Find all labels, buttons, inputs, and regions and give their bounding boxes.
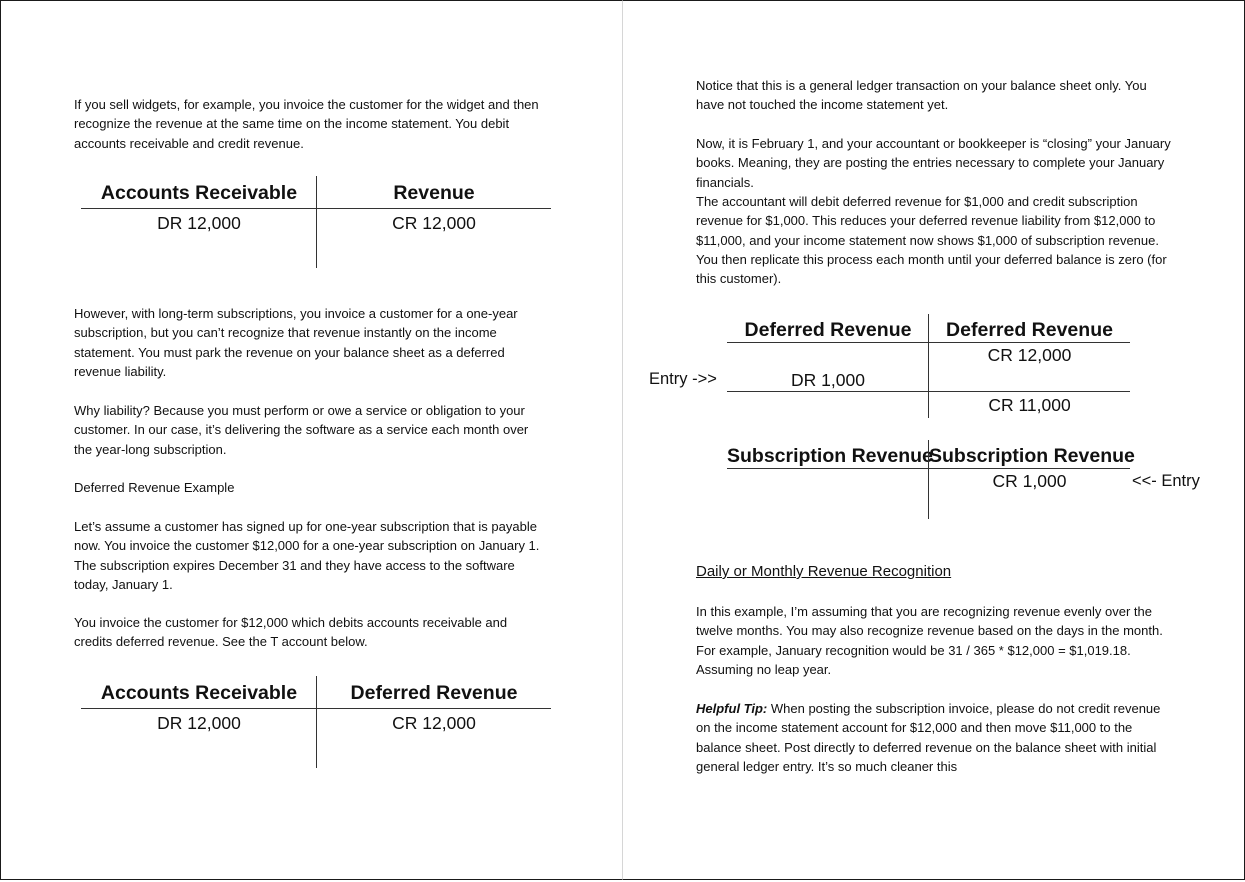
- t-account-debit-value: DR 12,000: [157, 213, 241, 233]
- t-account-debit-value: DR 12,000: [157, 713, 241, 733]
- t-account-left-header: Accounts Receivable: [100, 682, 298, 704]
- t-account-credit-value: CR 12,000: [392, 713, 476, 733]
- paragraph-february: Now, it is February 1, and your accountant or bookkeeper is “closing” your January books. Meaning, they are posting the entries necessary to complete your January financials.: [696, 136, 1171, 190]
- paragraph-recognition: In this example, I’m assuming that you are recognizing revenue evenly over the twelve months. You may also recognize revenue based on the days in the month. For example, January recognition would be 31 / 365 * $12,000 = $1,019.18. Assuming no leap year.: [696, 604, 1163, 677]
- t-account-credit-value: CR 12,000: [987, 345, 1072, 365]
- t-account-left-header: Subscription Revenue: [727, 445, 933, 467]
- t-account-balance-value: CR 11,000: [988, 395, 1071, 415]
- section-title-example: Deferred Revenue Example: [74, 480, 235, 495]
- t-account-right-header: Deferred Revenue: [946, 319, 1113, 341]
- t-account-right-header: Revenue: [393, 182, 475, 204]
- paragraph-assume: Let’s assume a customer has signed up for one-year subscription that is payable now. You invoice the customer $12,000 for a one-year subscription on January 1. The subscription expires December 31 and they have access to the software today, January 1.: [74, 519, 540, 592]
- t-account-subscription-revenue: [727, 440, 1135, 520]
- paragraph-widgets: If you sell widgets, for example, you invoice the customer for the widget and then recognize the revenue at the same time on the income statement. You debit accounts receivable and credit revenue.: [74, 97, 539, 151]
- t-account-balance-rule: [727, 391, 1130, 392]
- t-account-ar-deferred: [81, 676, 551, 771]
- right-page: [622, 0, 1245, 880]
- tip-text: When posting the subscription invoice, please do not credit revenue on the income statement account for $12,000 and then move $11,000 to the balance sheet. Post directly to deferred revenue on the balance sheet with initial general ledger entry. It’s so much cleaner this: [696, 701, 1161, 774]
- t-account-right-header: Subscription Revenue: [929, 445, 1135, 467]
- t-account-credit-value: CR 1,000: [992, 471, 1067, 491]
- paragraph-why-liability: Why liability? Because you must perform or owe a service or obligation to your customer. In our case, it’s delivering the software as a service each month over the year-long subscription.: [74, 403, 529, 457]
- entry-arrow-label: Entry ->>: [649, 370, 717, 388]
- paragraph-invoice: You invoice the customer for $12,000 which debits accounts receivable and credits deferred revenue. See the T account below.: [74, 615, 508, 650]
- section-heading: Daily or Monthly Revenue Recognition: [696, 563, 952, 580]
- paragraph-accountant: The accountant will debit deferred revenue for $1,000 and credit subscription revenue for $1,000. This reduces your deferred revenue liability from $12,000 to $11,000, and your income statement now shows $1,000 of subscription revenue. You then replicate this process each month until your deferred balance is zero (for this customer).: [696, 194, 1167, 287]
- entry-arrow-label: <<- Entry: [1132, 472, 1200, 490]
- t-account-left-header: Accounts Receivable: [100, 182, 298, 204]
- t-account-right-header: Deferred Revenue: [350, 682, 518, 704]
- t-account-left-header: Deferred Revenue: [744, 319, 912, 341]
- t-account-deferred-revenue: [727, 314, 1130, 419]
- tip-label: Helpful Tip:: [696, 701, 768, 716]
- paragraph-notice: Notice that this is a general ledger transaction on your balance sheet only. You have not touched the income statement yet.: [696, 78, 1147, 113]
- t-account-credit-value: CR 12,000: [392, 213, 476, 233]
- t-account-ar-revenue: [81, 176, 551, 271]
- paragraph-long-term: However, with long-term subscriptions, you invoice a customer for a one-year subscription, but you can’t recognize that revenue instantly on the income statement. You must park the revenue on your balance sheet as a deferred revenue liability.: [74, 306, 518, 379]
- t-account-debit-value: DR 1,000: [791, 370, 865, 390]
- paragraph-helpful-tip: [696, 699, 1174, 776]
